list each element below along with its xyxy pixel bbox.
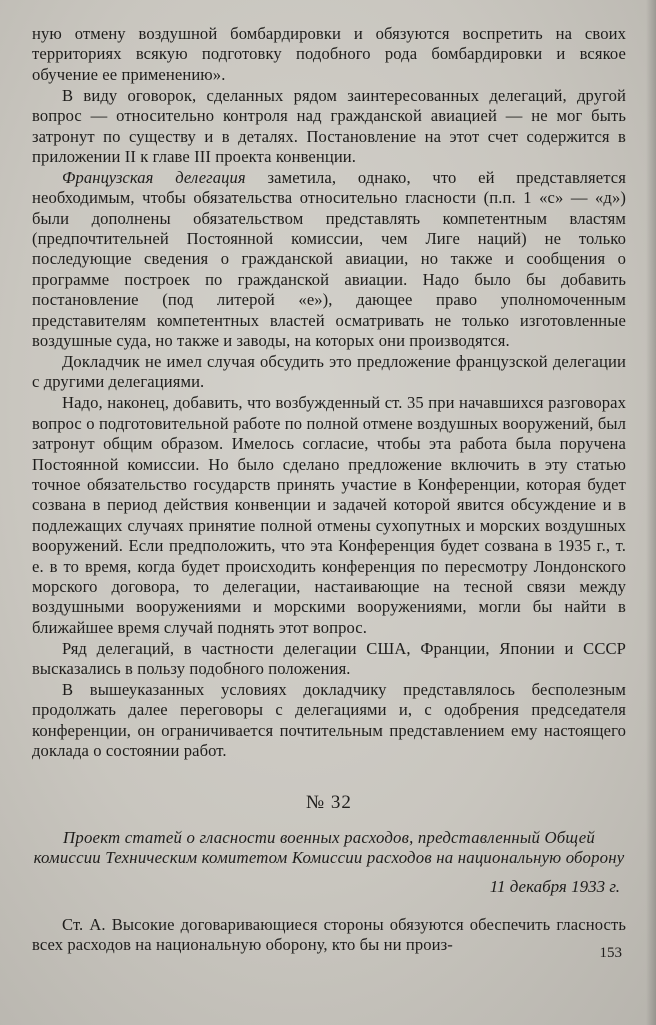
paragraph-civil-aviation: В виду оговорок, сделанных рядом заинтересованных делегаций, другой вопрос — относительно контроля над гражданской авиацией — не мог быть затронут по существу и в деталях. Постановление на этот счет содержится в приложении II к главе III проекта конвенции.: [32, 85, 626, 166]
document-date: 11 декабря 1933 г.: [489, 876, 620, 896]
paragraph-article-35: Надо, наконец, добавить, что возбужденный ст. 35 при начавшихся разговорах вопрос о подготовительной работе по полной отмене воздушных вооружений, был затронут общим образом. Имелось согласие, чтобы эта работа была поручена Постоянной комиссии. Но было сделано предложение включить в эту статью точное обязательство государств принять участие в Конференции, которая будет созвана в период действия конвенции и задачей которой явится обсуждение и в подлежащих случаях принятие полной отмены сухопутных и морских воздушных вооружений. Если предположить, что эта Конференция будет созвана в 1935 г., т. е. в то время, когда будет происходить конференция по пересмотру Лондонского морского договора, то делегации, настаивающие на тесной связи между воздушными вооружениями и морскими вооружениями, могли бы найти в ближайшее время случай поднять этот вопрос.: [32, 393, 626, 637]
article-section: [32, 915, 626, 956]
paragraph-rapporteur: Докладчик не имел случая обсудить это предложение французской делегации с другими делегациями.: [32, 352, 626, 392]
body-text: [32, 24, 626, 762]
paragraph-french-delegation: [32, 168, 626, 352]
paragraph-continued: ную отмену воздушной бомбардировки и обязуются воспретить на своих территориях всякую подготовку подобного рода бомбардировки и всякое обучение ее применению».: [32, 24, 626, 84]
page-number: 153: [599, 945, 622, 961]
article-a-text: Ст. А. Высокие договаривающиеся стороны обязуются обеспечить гласность всех расходов на национальную оборону, кто бы ни произ-: [32, 914, 626, 955]
document-number: № 32: [306, 791, 352, 813]
paragraph-conclusion: В вышеуказанных условиях докладчику представлялось бесполезным продолжать далее переговоры с делегациями и, с одобрения председателя конференции, он ограничивается почтительным представлением ему настоящего доклада о состоянии работ.: [32, 680, 626, 761]
document-title: Проект статей о гласности военных расходов, представленный Общей комиссии Техническим комитетом Комиссии расходов на национальную оборону: [33, 827, 625, 868]
page-edge-shadow: [646, 0, 656, 1025]
french-delegation-lead: Французская делегация: [62, 167, 246, 187]
paragraph-delegations: Ряд делегаций, в частности делегации США, Франции, Японии и СССР высказались в пользу подобного положения.: [32, 638, 626, 679]
french-delegation-rest: заметила, однако, что ей представляется необходимым, чтобы обязательства относительно гласности (п.п. 1 «с» — «д») были дополнены обязательством представлять компетентным властям (предпочтительней Постоянной комиссии, чем Лиге наций) не только последующие сведения о гражданской авиации, но также и сообщения о программе построек по гражданской авиации. Надо было бы добавить постановление (под литерой «е»), дающее право уполномоченным представителям компетентных властей осматривать не только изготовленные воздушные суда, но также и заводы, на которых они производятся.: [32, 167, 627, 351]
